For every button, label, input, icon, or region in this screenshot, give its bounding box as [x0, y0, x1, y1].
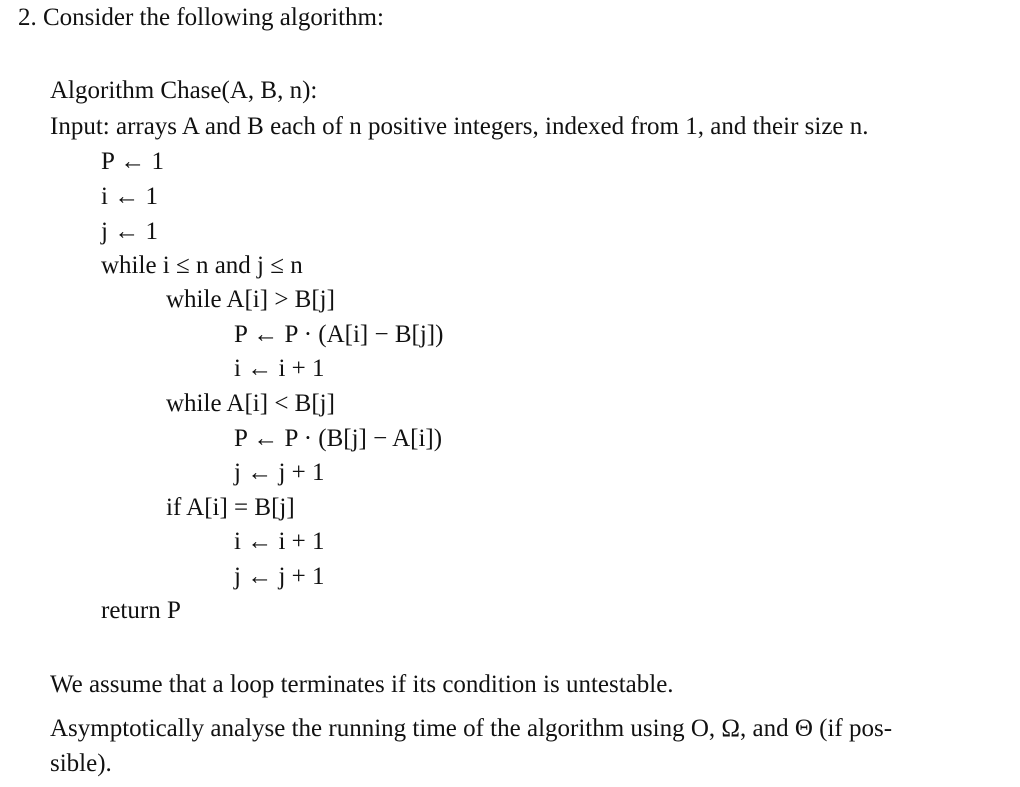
- task-text-line-1: Asymptotically analyse the running time of the algorithm using O, Ω, and Θ (if pos-: [50, 715, 893, 742]
- task-text-line-2: sible).: [50, 750, 112, 777]
- code-line-while-less: while A[i] < B[j]: [166, 390, 335, 417]
- code-line-j-increment-2: j ← j + 1: [234, 563, 325, 590]
- code-line-p-update-2: P ← P · (B[j] − A[i]): [234, 425, 443, 452]
- code-line-if-equal: if A[i] = B[j]: [166, 494, 295, 521]
- code-line-i-init: i ← 1: [101, 183, 158, 210]
- code-line-i-increment-1: i ← i + 1: [234, 355, 325, 382]
- assumption-text: We assume that a loop terminates if its condition is untestable.: [50, 671, 674, 698]
- code-line-return: return P: [101, 597, 181, 624]
- problem-heading: 2. Consider the following algorithm:: [18, 4, 384, 31]
- code-line-j-init: j ← 1: [101, 218, 158, 245]
- code-line-p-update-1: P ← P · (A[i] − B[j]): [234, 321, 444, 348]
- algorithm-header: Algorithm Chase(A, B, n):: [50, 77, 318, 104]
- code-line-outer-while: while i ≤ n and j ≤ n: [101, 252, 303, 279]
- code-line-j-increment-1: j ← j + 1: [234, 459, 325, 486]
- code-line-i-increment-2: i ← i + 1: [234, 528, 325, 555]
- code-line-while-greater: while A[i] > B[j]: [166, 286, 335, 313]
- algorithm-input: Input: arrays A and B each of n positive integers, indexed from 1, and their size n.: [50, 113, 869, 140]
- code-line-p-init: P ← 1: [101, 148, 164, 175]
